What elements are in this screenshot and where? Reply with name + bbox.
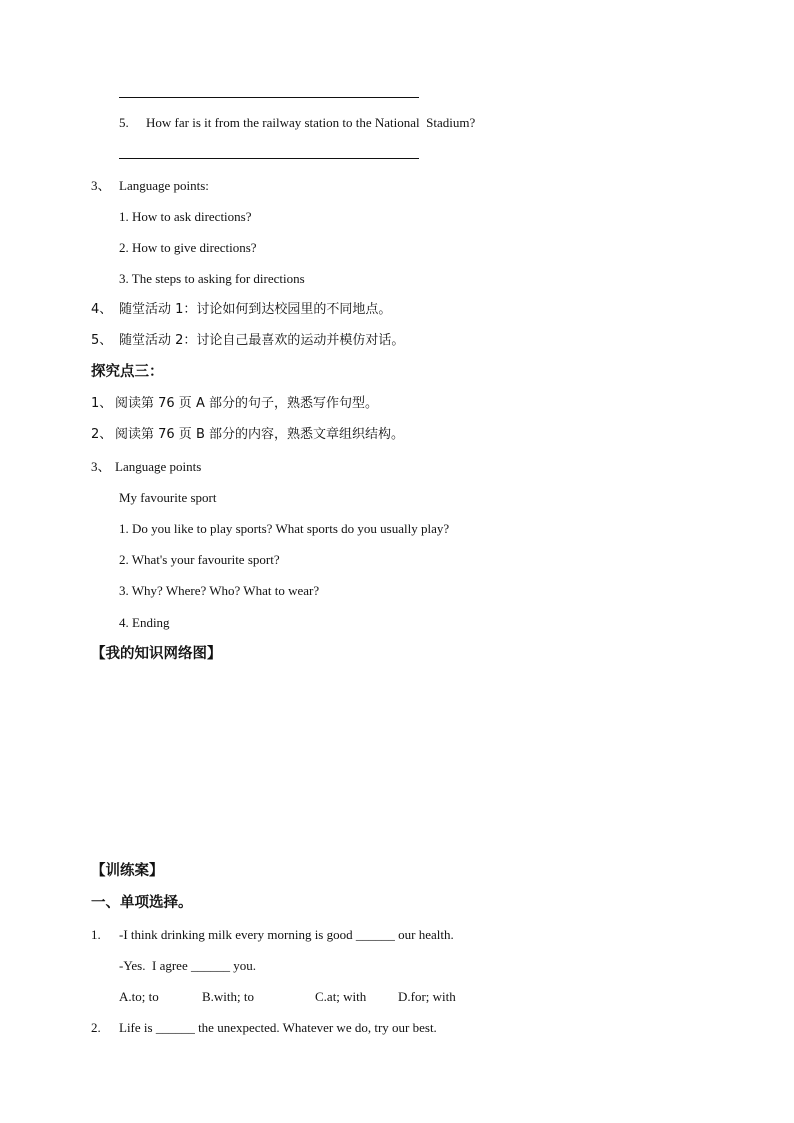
language-point: 2. How to give directions?: [119, 240, 257, 255]
answer-line: [119, 97, 419, 98]
option-c: C.at; with: [315, 989, 367, 1004]
question-number: 1.: [91, 927, 101, 942]
training-subheading: 一、单项选择。: [91, 895, 193, 911]
option-a: A.to; to: [119, 989, 159, 1004]
question-text: -Yes. I agree ______ you.: [119, 958, 256, 973]
activity-text: 随堂活动 1：讨论如何到达校园里的不同地点。: [119, 302, 392, 317]
outline-point: 3. Why? Where? Who? What to wear?: [119, 583, 320, 598]
item-title: Language points:: [119, 178, 209, 193]
outline-point: 2. What's your favourite sport?: [119, 552, 280, 567]
question-number: 2.: [91, 1020, 101, 1035]
training-heading: 【训练案】: [91, 863, 164, 879]
language-point: 1. How to ask directions?: [119, 209, 252, 224]
topic-title: My favourite sport: [119, 490, 217, 505]
question-number: 5.: [119, 115, 129, 130]
item-number: 1、: [91, 396, 113, 411]
item-text: 阅读第 76 页 A 部分的句子，熟悉写作句型。: [115, 396, 378, 411]
section-heading: 探究点三：: [91, 364, 164, 380]
item-number: 2、: [91, 427, 113, 442]
language-point: 3. The steps to asking for directions: [119, 271, 305, 286]
knowledge-map-heading: 【我的知识网络图】: [91, 646, 222, 662]
question-text: Life is ______ the unexpected. Whatever we do, try our best.: [119, 1020, 437, 1035]
item-number: 3、: [91, 178, 111, 193]
outline-point: 1. Do you like to play sports? What sports do you usually play?: [119, 521, 450, 536]
item-number: 3、: [91, 459, 111, 474]
answer-line: [119, 158, 419, 159]
item-number: 4、: [91, 302, 113, 317]
question-text: -I think drinking milk every morning is good ______ our health.: [119, 927, 454, 942]
item-text: Language points: [115, 459, 202, 474]
option-b: B.with; to: [202, 989, 255, 1004]
item-text: 阅读第 76 页 B 部分的内容，熟悉文章组织结构。: [115, 427, 404, 442]
outline-point: 4. Ending: [119, 615, 170, 630]
activity-text: 随堂活动 2：讨论自己最喜欢的运动并模仿对话。: [119, 333, 405, 348]
item-number: 5、: [91, 333, 113, 348]
question-text: How far is it from the railway station to the National Stadium?: [146, 115, 476, 130]
option-d: D.for; with: [398, 989, 456, 1004]
